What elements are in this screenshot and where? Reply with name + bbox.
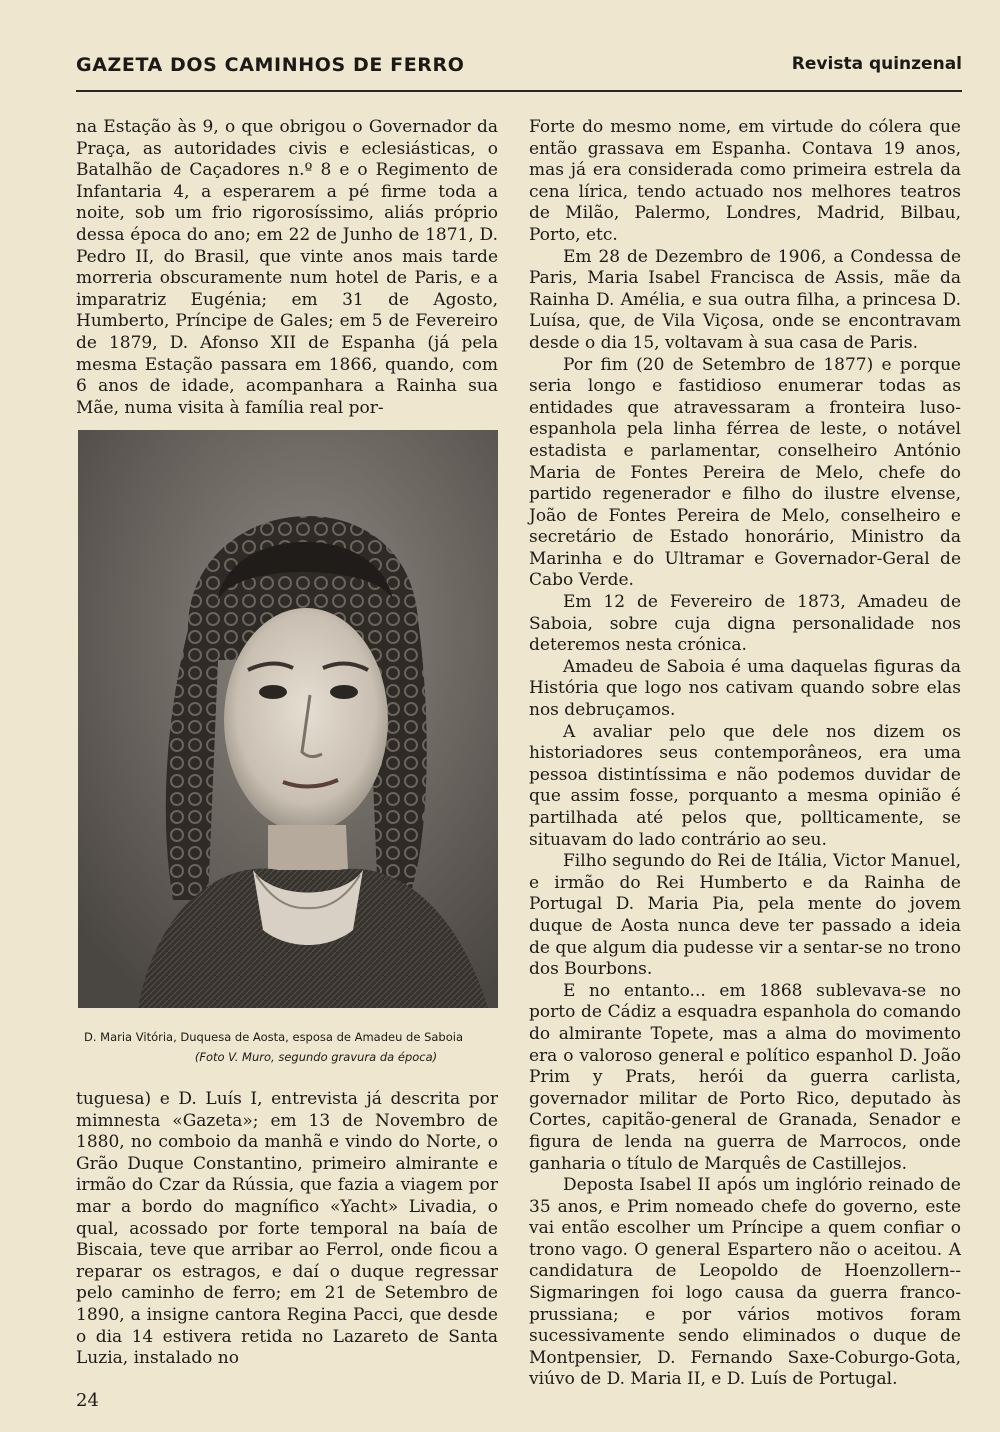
page-header (76, 50, 962, 92)
right-paragraph-6: A avaliar pelo que dele nos dizem os historiadores seus contemporâneos, era uma pessoa distintíssima e não podemos duvidar de que assim fosse, porquanto a mesma opinião é partilhada até pelos que, pollticamente, se situavam do lado contrário ao seu. (529, 721, 961, 850)
right-paragraph-5: Amadeu de Saboia é uma daquelas figuras da História que logo nos cativam quando sobre elas nos debruçamos. (529, 656, 961, 721)
right-column (529, 117, 961, 1391)
journal-subtitle: Revista quinzenal (791, 54, 962, 74)
journal-title: GAZETA DOS CAMINHOS DE FERRO (76, 54, 465, 76)
left-bottom-paragraph: tuguesa) e D. Luís I, entrevista já descrita por mimnesta «Gazeta»; em 13 de Novembro de 1880, no comboio da manhã e vindo do Norte, o Grão Duque Constantino, primeiro almirante e irmão do Czar da Rússia, que fazia a viagem por mar a bordo do magnífico «Yacht» Livadia, o qual, acossado por forte temporal na baía de Biscaia, teve que arribar ao Ferrol, onde ficou a reparar os estragos, e daí o duque regressar pelo caminho de ferro; em 21 de Setembro de 1890, a insigne cantora Regina Pacci, que desde o dia 14 estivera retida no Lazareto de Santa Luzia, instalado no (76, 1089, 498, 1369)
caption-line-2: (Foto V. Muro, segundo gravura da época) (194, 1050, 438, 1064)
right-paragraph-7: Filho segundo do Rei de Itália, Victor Manuel, e irmão do Rei Humberto e da Rainha de Portugal D. Maria Pia, pela mente do jovem duque de Aosta nunca deve ter passado a ideia de que algum dia pudesse vir a sentar-se no trono dos Bourbons. (529, 851, 961, 980)
right-paragraph-1: Forte do mesmo nome, em virtude do cólera que então grassava em Espanha. Contava 19 anos, mas já era considerada como primeira estrela da cena lírica, tendo actuado nos melhores teatros de Milão, Palermo, Londres, Madrid, Bilbau, Porto, etc. (529, 117, 961, 245)
page-number: 24 (76, 1390, 99, 1411)
left-column-bottom (76, 1089, 498, 1370)
right-paragraph-8: E no entanto... em 1868 sublevava-se no porto de Cádiz a esquadra espanhola do comando do almirante Topete, mas a alma do movimento era o valoroso general e político espanhol D. João Prim y Prats, herói da guerra carlista, governador militar de Porto Rico, deputado às Cortes, capitão-general de Granada, Senador e figura de lenda na guerra de Marrocos, onde ganharia o título de Marquês de Castillejos. (529, 980, 961, 1174)
left-column-top (76, 117, 498, 419)
caption-line-1: D. Maria Vitória, Duquesa de Aosta, esposa de Amadeu de Saboia (84, 1030, 464, 1044)
right-paragraph-4: Em 12 de Fevereiro de 1873, Amadeu de Saboia, sobre cuja digna personalidade nos deteremos nesta crónica. (529, 592, 961, 656)
figure-caption (76, 1027, 500, 1067)
right-paragraph-9: Deposta Isabel II após um inglório reinado de 35 anos, e Prim nomeado chefe do governo, este vai então escolher um Príncipe a quem confiar o trono vago. O general Espartero não o aceitou. A candidatura de Leopoldo de Hoenzollern--Sigmaringen foi logo causa da guerra franco-prussiana; e por vários motivos foram sucessivamente sendo eliminados o duque de Montpensier, D. Fernando Saxe-Coburgo-Gota, viúvo de D. Maria II, e D. Luís de Portugal. (529, 1175, 961, 1390)
portrait-figure (78, 430, 498, 1008)
portrait-image (78, 430, 498, 1008)
right-paragraph-2: Em 28 de Dezembro de 1906, a Condessa de Paris, Maria Isabel Francisca de Assis, mãe da Rainha D. Amélia, e sua outra filha, a princesa D. Luísa, que, de Vila Viçosa, onde se encontravam desde o dia 15, voltavam à sua casa de Paris. (529, 246, 961, 353)
right-paragraph-3: Por fim (20 de Setembro de 1877) e porque seria longo e fastidioso enumerar todas as entidades que atravessaram a fronteira luso-espanhola pela linha férrea de leste, o notável estadista e parlamentar, conselheiro António Maria de Fontes Pereira de Melo, chefe do partido regenerador e filho do ilustre elvense, João de Fontes Pereira de Melo, conselheiro e secretário de Estado honorário, Ministro da Marinha e do Ultramar e Governador-Geral de Cabo Verde. (529, 354, 961, 591)
left-top-paragraph: na Estação às 9, o que obrigou o Governador da Praça, as autoridades civis e eclesiásticas, o Batalhão de Caçadores n.º 8 e o Regimento de Infantaria 4, a esperarem a pé firme toda a noite, sob um frio rigorosíssimo, aliás próprio dessa época do ano; em 22 de Junho de 1871, D. Pedro II, do Brasil, que vinte anos mais tarde morreria obscuramente num hotel de Paris, e a imparatriz Eugénia; em 31 de Agosto, Humberto, Príncipe de Gales; em 5 de Fevereiro de 1879, D. Afonso XII de Espanha (já pela mesma Estação passara em 1866, quando, com 6 anos de idade, acompanhara a Rainha sua Mãe, numa visita à família real por- (76, 117, 498, 418)
